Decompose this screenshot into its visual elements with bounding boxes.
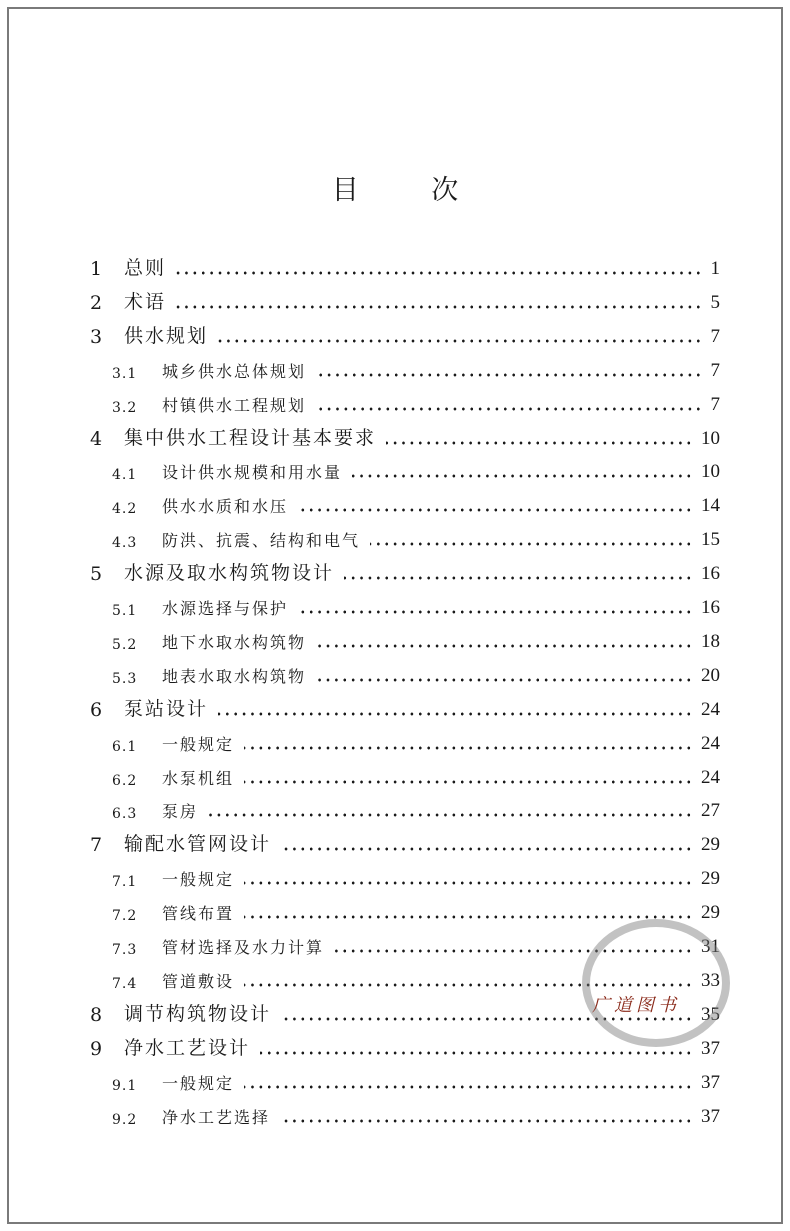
stamp-ring bbox=[582, 919, 730, 1047]
toc-entry-number: 6.1 bbox=[112, 738, 138, 755]
toc-entry[interactable] bbox=[0, 559, 790, 587]
toc-leader-dots bbox=[370, 541, 693, 547]
toc-entry-label: 调节构筑物设计 bbox=[124, 1002, 272, 1025]
toc-entry-number: 5.1 bbox=[112, 603, 138, 619]
toc-entry-label: 集中供水工程设计基本要求 bbox=[124, 426, 377, 449]
toc-entry-number: 5.3 bbox=[112, 670, 138, 687]
toc-entry-label: 一般规定 bbox=[162, 870, 235, 890]
toc-entry-label: 管道敷设 bbox=[162, 971, 235, 991]
toc-leader-dots bbox=[298, 507, 693, 513]
toc-entry-page: 33 bbox=[701, 969, 720, 991]
toc-entry-page: 14 bbox=[701, 495, 720, 517]
toc-entry-number: 7.1 bbox=[112, 874, 138, 891]
toc-entry-label: 净水工艺设计 bbox=[124, 1036, 251, 1059]
toc-entry-page: 27 bbox=[701, 800, 720, 822]
toc-entry-label: 水源及取水构筑物设计 bbox=[124, 562, 335, 585]
toc-entry-label: 术语 bbox=[124, 290, 167, 313]
toc-entry-page: 24 bbox=[701, 698, 720, 720]
toc-entry-number: 7.3 bbox=[112, 942, 138, 958]
toc-entry-page: 29 bbox=[701, 868, 720, 890]
publisher-stamp bbox=[578, 915, 726, 1041]
toc-leader-dots bbox=[352, 473, 693, 479]
toc-entry-page: 15 bbox=[701, 529, 720, 551]
toc-entry[interactable] bbox=[0, 830, 790, 858]
toc-entry-number: 6 bbox=[90, 698, 103, 721]
toc-entry[interactable] bbox=[0, 457, 790, 485]
toc-entry-number: 4.1 bbox=[112, 467, 138, 484]
stamp-text: 广道图书 bbox=[592, 995, 680, 1016]
toc-entry-label: 地表水取水构筑物 bbox=[162, 666, 307, 686]
toc-entry-page: 37 bbox=[701, 1071, 720, 1093]
toc-entry-number: 8 bbox=[90, 1003, 103, 1026]
toc-leader-dots bbox=[244, 745, 693, 751]
toc-leader-dots bbox=[316, 677, 693, 683]
toc-entry-number: 5.2 bbox=[112, 636, 138, 653]
toc-leader-dots bbox=[298, 609, 693, 615]
toc-leader-dots bbox=[386, 440, 693, 446]
toc-entry-label: 供水水质和水压 bbox=[162, 497, 289, 517]
toc-entry-label: 一般规定 bbox=[162, 734, 235, 754]
toc-leader-dots bbox=[208, 812, 693, 818]
toc-entry-page: 16 bbox=[701, 597, 720, 618]
toc-entry-label: 总则 bbox=[124, 257, 167, 279]
toc-entry[interactable] bbox=[0, 796, 790, 824]
toc-entry-number: 1 bbox=[90, 258, 103, 280]
toc-entry-number: 5 bbox=[90, 563, 103, 586]
toc-entry-page: 29 bbox=[701, 834, 720, 856]
toc-entry-number: 3 bbox=[90, 325, 103, 348]
toc-entry-page: 31 bbox=[701, 936, 720, 957]
toc-entry-number: 2 bbox=[90, 291, 103, 314]
toc-entry-page: 20 bbox=[701, 664, 720, 686]
toc-entry[interactable] bbox=[0, 864, 790, 892]
toc-leader-dots bbox=[244, 779, 693, 785]
toc-entry-label: 输配水管网设计 bbox=[124, 833, 272, 856]
toc-leader-dots bbox=[260, 1050, 693, 1056]
toc-entry[interactable] bbox=[0, 593, 790, 621]
toc-entry-label: 一般规定 bbox=[162, 1073, 235, 1093]
toc-entry-number: 9.2 bbox=[112, 1111, 138, 1128]
toc-entry-label: 城乡供水总体规划 bbox=[162, 361, 307, 381]
toc-entry-label: 管材选择及水力计算 bbox=[162, 938, 325, 957]
toc-leader-dots bbox=[281, 846, 693, 852]
toc-entry[interactable] bbox=[0, 424, 790, 452]
toc-entry[interactable] bbox=[0, 661, 790, 689]
toc-entry-page: 7 bbox=[710, 393, 720, 415]
toc-entry-number: 9.1 bbox=[112, 1077, 138, 1094]
toc-entry[interactable] bbox=[0, 1068, 790, 1096]
toc-leader-dots bbox=[244, 880, 693, 886]
toc-entry-page: 18 bbox=[701, 630, 720, 652]
toc-entry-label: 防洪、抗震、结构和电气 bbox=[162, 531, 361, 551]
toc-entry-label: 村镇供水工程规划 bbox=[162, 395, 307, 415]
toc-entry[interactable] bbox=[0, 763, 790, 791]
toc-entry-page: 37 bbox=[701, 1105, 720, 1127]
toc-entry-page: 35 bbox=[701, 1003, 720, 1025]
toc-entry-number: 4.3 bbox=[112, 535, 138, 552]
toc-entry-number: 7.4 bbox=[112, 975, 138, 992]
toc-entry-label: 管线布置 bbox=[162, 904, 235, 924]
toc-entry[interactable] bbox=[0, 1102, 790, 1130]
toc-leader-dots bbox=[218, 711, 693, 717]
toc-leader-dots bbox=[316, 643, 693, 649]
toc-entry-page: 10 bbox=[701, 427, 720, 449]
toc-entry-label: 水泵机组 bbox=[162, 768, 235, 788]
toc-entry[interactable] bbox=[0, 254, 790, 282]
toc-leader-dots bbox=[344, 575, 693, 581]
toc-entry-page: 7 bbox=[710, 359, 720, 381]
toc-leader-dots bbox=[244, 1084, 693, 1090]
toc-entry-page: 37 bbox=[701, 1037, 720, 1059]
toc-entry-page: 24 bbox=[701, 766, 720, 788]
toc-entry-label: 地下水取水构筑物 bbox=[162, 632, 307, 652]
toc-entry-label: 净水工艺选择 bbox=[162, 1107, 271, 1127]
toc-entry[interactable] bbox=[0, 356, 790, 384]
toc-entry-label: 水源选择与保护 bbox=[162, 599, 289, 618]
toc-leader-dots bbox=[316, 406, 702, 412]
toc-entry[interactable] bbox=[0, 627, 790, 655]
toc-entry-page: 24 bbox=[701, 732, 720, 754]
toc-leader-dots bbox=[176, 270, 702, 276]
page-title: 目 次 bbox=[331, 175, 491, 206]
toc-entry[interactable] bbox=[0, 491, 790, 519]
toc-entry-number: 6.3 bbox=[112, 806, 138, 823]
toc-entry[interactable] bbox=[0, 390, 790, 418]
toc-entry-page: 7 bbox=[710, 325, 720, 347]
toc-entry-label: 设计供水规模和用水量 bbox=[162, 463, 343, 483]
toc-entry[interactable] bbox=[0, 729, 790, 757]
toc-entry-number: 6.2 bbox=[112, 772, 138, 789]
toc-entry-page: 16 bbox=[701, 563, 720, 585]
toc-entry-number: 4 bbox=[90, 427, 103, 450]
toc-entry-number: 9 bbox=[90, 1037, 103, 1060]
toc-entry-number: 3.1 bbox=[112, 365, 138, 382]
toc-entry-page: 10 bbox=[701, 461, 720, 483]
toc-leader-dots bbox=[316, 372, 702, 378]
toc-entry[interactable] bbox=[0, 525, 790, 553]
toc-entry-page: 1 bbox=[710, 258, 720, 279]
toc-entry-number: 7.2 bbox=[112, 908, 138, 925]
toc-entry-number: 7 bbox=[90, 834, 103, 857]
toc-entry[interactable] bbox=[0, 322, 790, 350]
toc-entry-number: 4.2 bbox=[112, 501, 138, 518]
toc-entry[interactable] bbox=[0, 288, 790, 316]
toc-leader-dots bbox=[176, 304, 702, 310]
toc-leader-dots bbox=[280, 1118, 693, 1124]
toc-leader-dots bbox=[218, 338, 702, 344]
toc-entry-page: 29 bbox=[701, 902, 720, 924]
toc-entry[interactable] bbox=[0, 695, 790, 723]
toc-entry-label: 泵站设计 bbox=[124, 697, 209, 720]
toc-entry-label: 泵房 bbox=[162, 802, 199, 822]
toc-entry-label: 供水规划 bbox=[124, 324, 209, 347]
toc-entry-page: 5 bbox=[710, 291, 720, 313]
toc-entry-number: 3.2 bbox=[112, 399, 138, 416]
